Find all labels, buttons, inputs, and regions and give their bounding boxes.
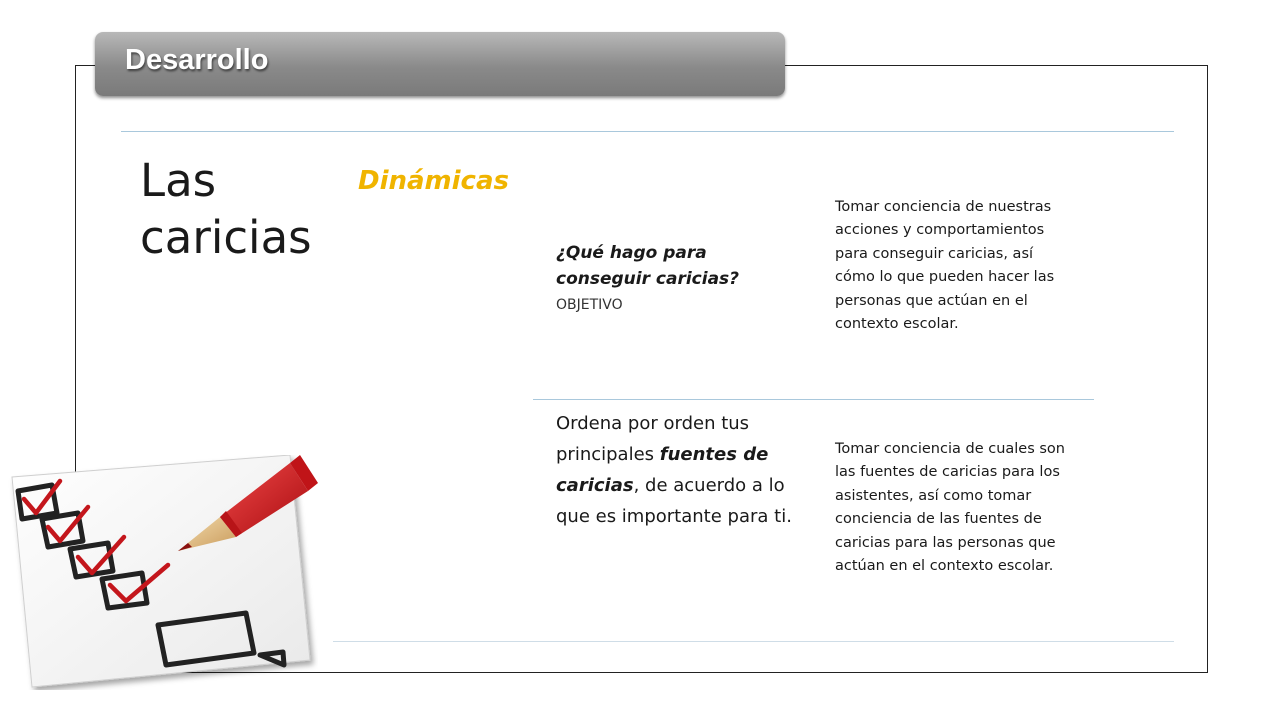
row-divider (533, 399, 1094, 400)
section-label: Dinámicas (358, 166, 509, 196)
top-divider (121, 131, 1174, 132)
row2-text-emphasis: fuentes de caricias (556, 444, 769, 496)
row2-instruction (556, 408, 801, 532)
header-title: Desarrollo (125, 44, 269, 76)
checklist-pencil-icon (8, 455, 318, 690)
header-tab (95, 32, 785, 96)
row1-objective: Tomar conciencia de nuestras acciones y comportamientos para conseguir caricias, así cómo lo que pueden hacer las personas que actúan en el contexto escolar. (835, 199, 1055, 333)
row2-text-after: , de acuerdo a lo que es importante para ti. (556, 475, 792, 527)
slide-title-line1: Las (140, 154, 217, 207)
slide-title (140, 152, 340, 266)
row1-subtitle: OBJETIVO (556, 297, 623, 313)
slide-title-line2: caricias (140, 211, 312, 264)
row1-question: ¿Qué hago para conseguir caricias? (556, 243, 740, 289)
row2-objective: Tomar conciencia de cuales son las fuentes de caricias para los asistentes, así como tomar conciencia de las fuentes de caricias para las personas que actúan en el contexto escolar. (835, 441, 1065, 575)
bottom-divider (333, 641, 1174, 642)
row2-text-before: Ordena por orden tus principales (556, 413, 750, 465)
